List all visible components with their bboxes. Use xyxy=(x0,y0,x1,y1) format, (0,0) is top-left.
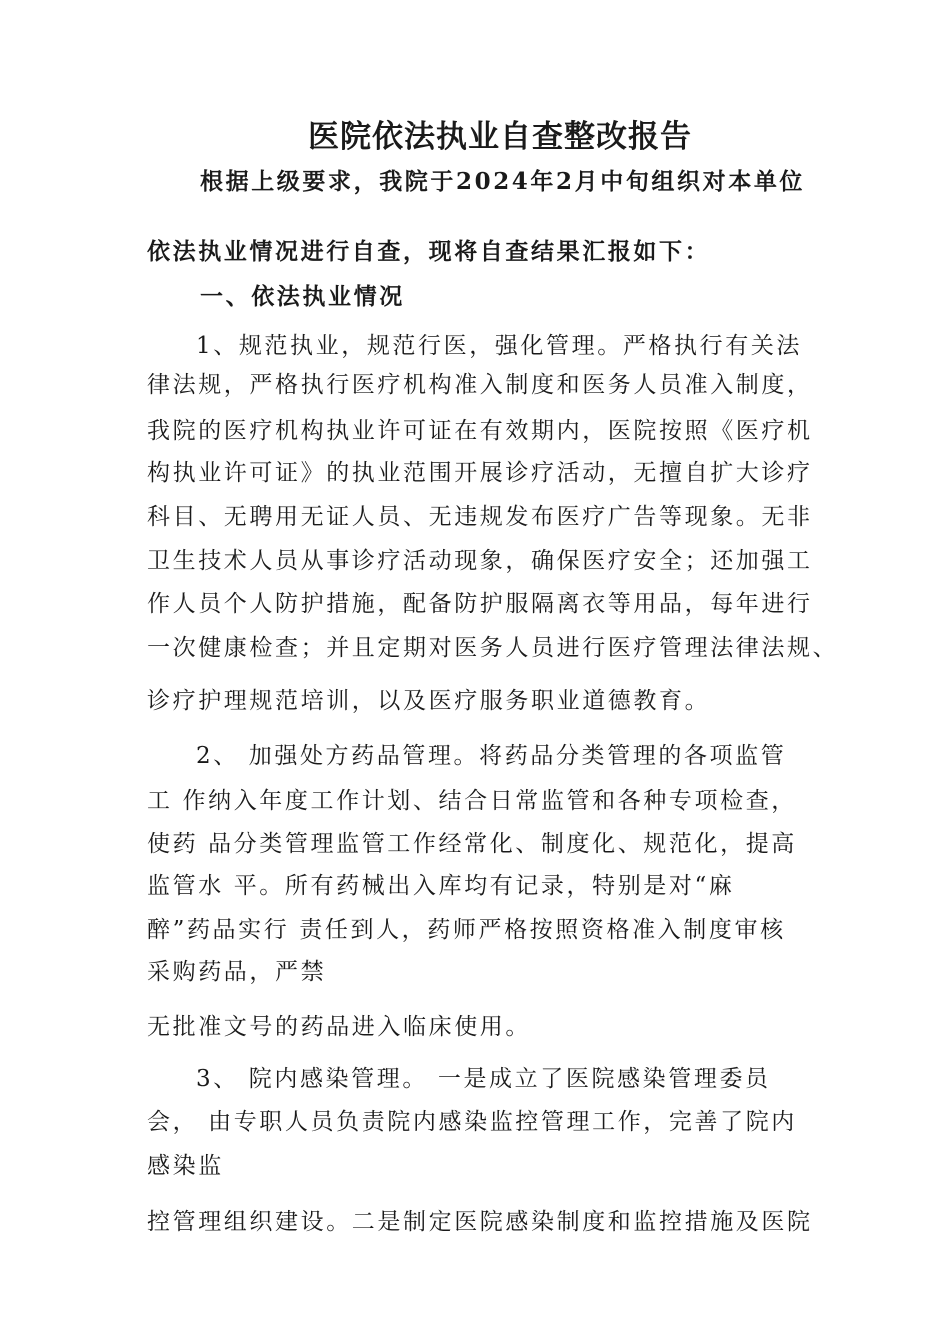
intro-line-1: 根据上级要求，我院于2024年2月中旬组织对本单位 xyxy=(200,168,806,195)
paragraph1-line-3: 我院的医疗机构执业许可证在有效期内，医院按照《医疗机 xyxy=(147,418,813,444)
paragraph1-line-7: 作人员个人防护措施，配备防护服隔离衣等用品，每年进行 xyxy=(147,591,813,617)
paragraph2-line-6: 采购药品，严禁 xyxy=(147,959,327,985)
paragraph2-line-1: 2、 加强处方药品管理。将药品分类管理的各项监管 xyxy=(196,743,787,769)
paragraph1-line-2: 律法规，严格执行医疗机构准入制度和医务人员准入制度， xyxy=(147,372,813,398)
paragraph2-line-5: 醉”药品实行 责任到人，药师严格按照资格准入制度审核 xyxy=(147,917,786,943)
paragraph3-line-3: 感染监 xyxy=(147,1153,224,1179)
paragraph1-line-9: 诊疗护理规范培训，以及医疗服务职业道德教育。 xyxy=(147,688,711,714)
document-title: 医院依法执业自查整改报告 xyxy=(308,119,692,155)
paragraph3-line-4: 控管理组织建设。二是制定医院感染制度和监控措施及医院 xyxy=(147,1209,813,1235)
paragraph3-line-2: 会， 由专职人员负责院内感染监控管理工作，完善了院内 xyxy=(147,1109,797,1135)
paragraph1-line-4: 构执业许可证》的执业范围开展诊疗活动，无擅自扩大诊疗 xyxy=(147,460,813,486)
paragraph3-line-1: 3、 院内感染管理。 一是成立了医院感染管理委员 xyxy=(196,1066,771,1092)
paragraph2-line-7: 无批准文号的药品进入临床使用。 xyxy=(147,1014,531,1040)
paragraph2-line-2: 工 作纳入年度工作计划、结合日常监管和各种专项检查， xyxy=(147,788,797,814)
paragraph2-line-3: 使药 品分类管理监管工作经常化、制度化、规范化，提高 xyxy=(147,831,797,857)
paragraph1-line-5: 科目、无聘用无证人员、无违规发布医疗广告等现象。无非 xyxy=(147,504,813,530)
paragraph1-line-6: 卫生技术人员从事诊疗活动现象，确保医疗安全；还加强工 xyxy=(147,548,813,574)
paragraph1-line-1: 1、规范执业，规范行医，强化管理。严格执行有关法 xyxy=(196,333,803,359)
intro-line-2: 依法执业情况进行自查，现将自查结果汇报如下： xyxy=(147,238,711,265)
paragraph2-line-4: 监管水 平。所有药械出入库均有记录，特别是对“麻 xyxy=(147,873,735,899)
section-heading: 一、依法执业情况 xyxy=(200,283,405,310)
paragraph1-line-8: 一次健康检查；并且定期对医务人员进行医疗管理法律法规、 xyxy=(147,635,839,661)
